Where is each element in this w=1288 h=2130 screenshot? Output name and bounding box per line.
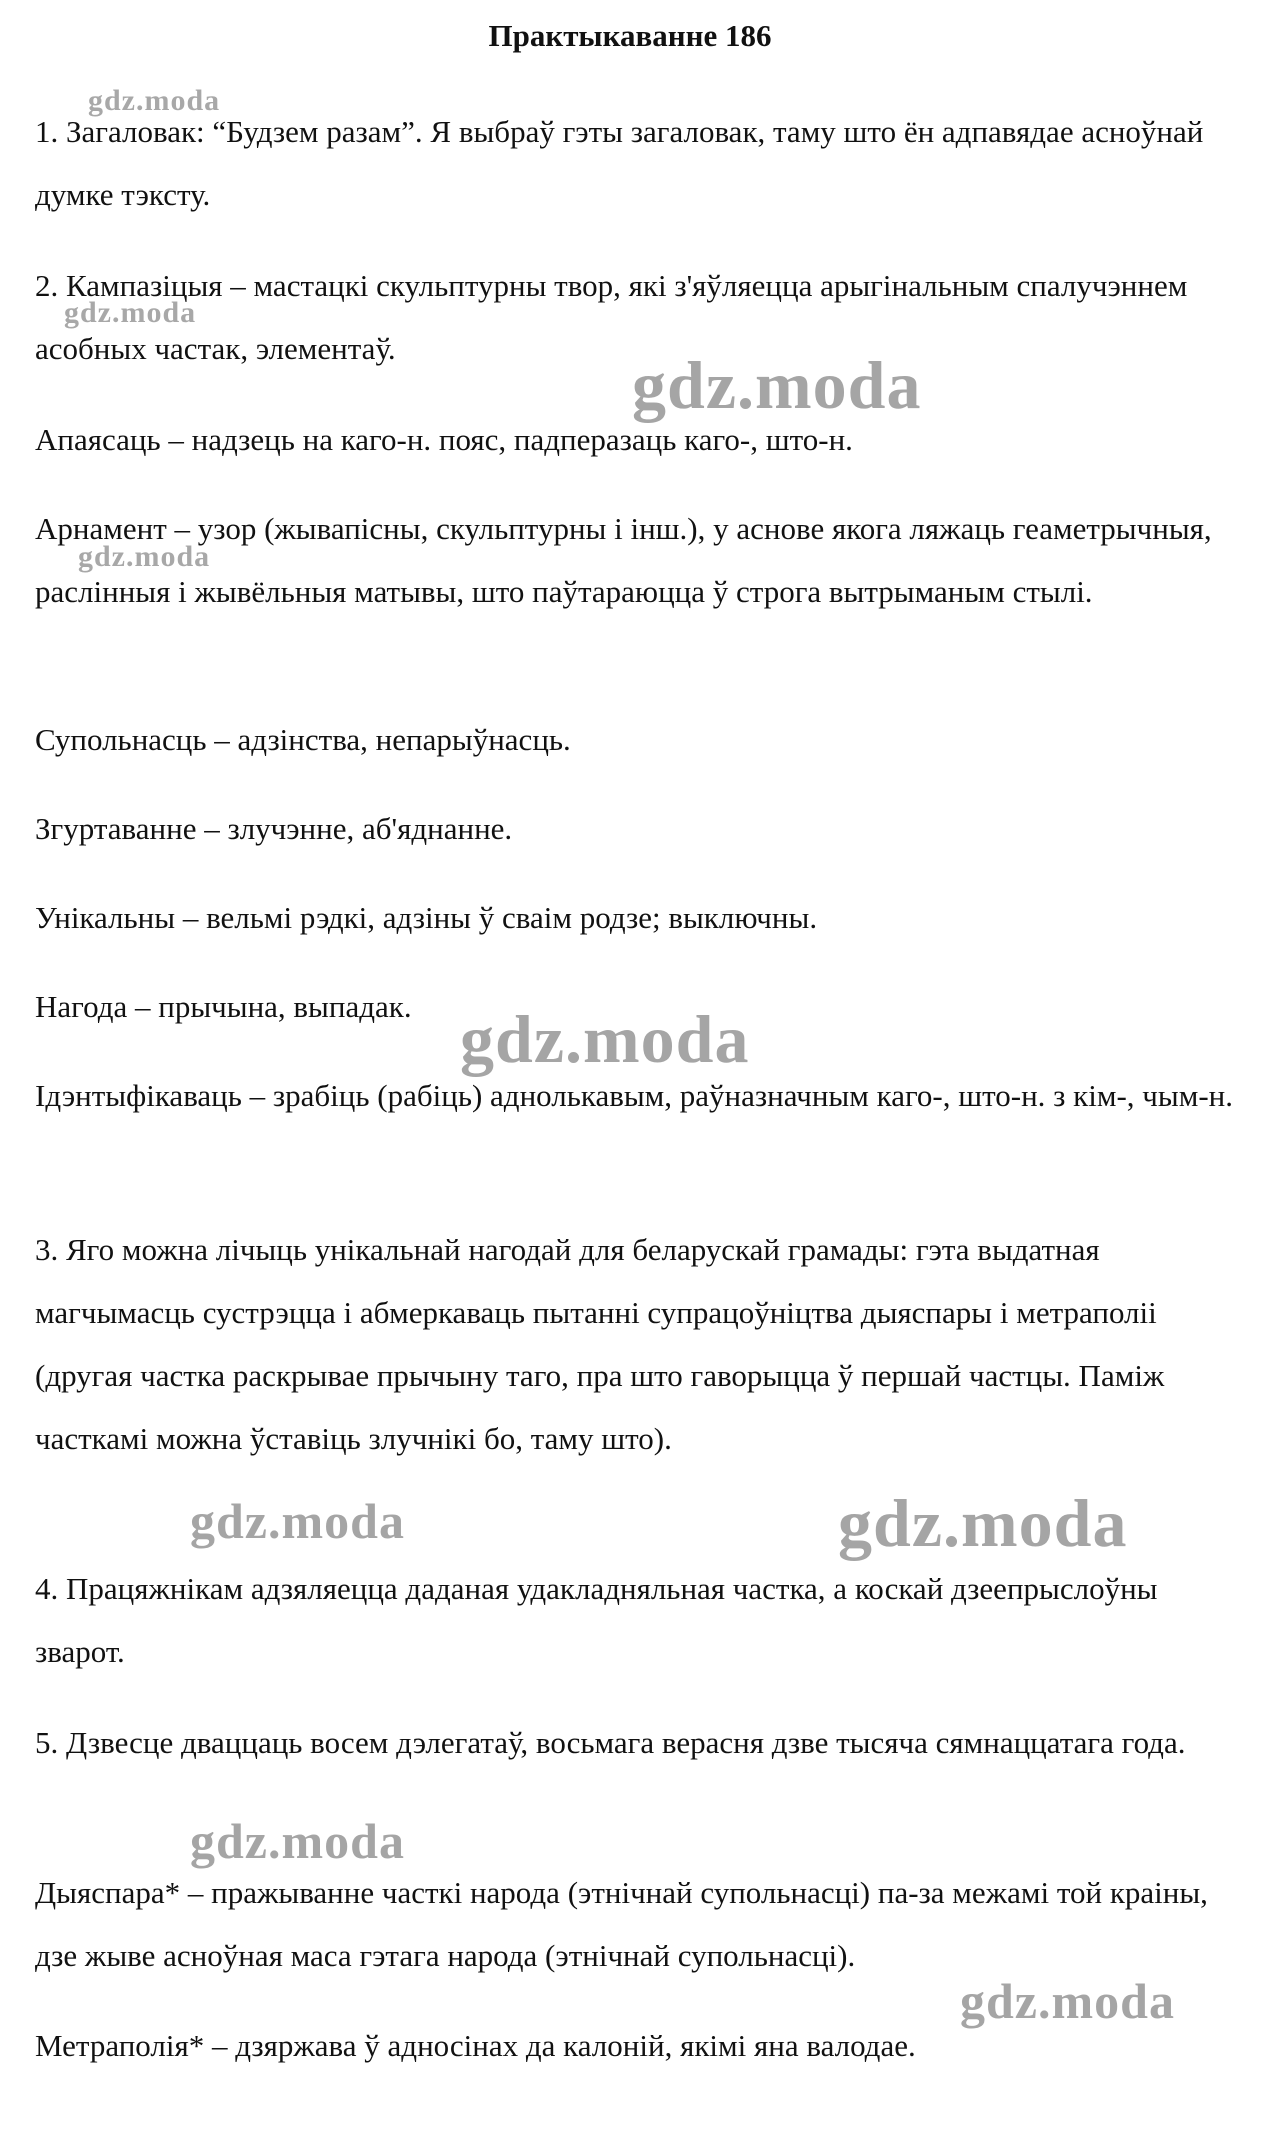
paragraph-1: 1. Загаловак: “Будзем разам”. Я выбраў гэты загаловак, таму што ён адпавядае асноўнай думке тэксту.	[35, 114, 1204, 212]
paragraph-4: Арнамент – узор (жывапісны, скульптурны і інш.), у аснове якога ляжаць геаметрычныя, раслінныя і жывёльныя матывы, што паўтараюцца ў строга вытрыманым стылі.	[35, 511, 1212, 609]
watermark: gdz.moda	[190, 1493, 405, 1549]
paragraph-12: 5. Дзвесце дваццаць восем дэлегатаў, восьмага верасня дзве тысяча сямнаццатага года.	[35, 1725, 1186, 1760]
paragraph-7: Унікальны – вельмі рэдкі, адзіны ў сваім родзе; выключны.	[35, 900, 818, 935]
watermark: gdz.moda	[838, 1485, 1128, 1561]
paragraph-10: 3. Яго можна лічыць унікальнай нагодай для беларускай грамады: гэта выдатная магчымасць сустрэцца і абмеркаваць пытанні супрацоўніцтва дыяспары і метраполіі (другая частка раскрывае прычыну таго, пра што гаворыцца ў першай частцы. Паміж часткамі можна ўставіць злучнікі бо, таму што).	[35, 1232, 1165, 1456]
watermark: gdz.moda	[632, 347, 922, 423]
watermark: gdz.moda	[190, 1813, 405, 1869]
paragraph-5: Супольнасць – адзінства, непарыўнасць.	[35, 722, 571, 757]
watermark: gdz.moda	[88, 84, 221, 117]
paragraph-14: Метраполія* – дзяржава ў адносінах да калоній, якімі яна валодае.	[35, 2028, 916, 2063]
paragraph-2: 2. Кампазіцыя – мастацкі скульптурны твор, які з'яўляецца арыгінальным спалучэннем асобных частак, элементаў.	[35, 268, 1188, 366]
watermark: gdz.moda	[64, 296, 197, 329]
paragraph-3: Апаясаць – надзець на каго-н. пояс, падперазаць каго-, што-н.	[35, 422, 853, 457]
page-title: Практыкаванне 186	[488, 18, 772, 53]
watermark: gdz.moda	[960, 1973, 1175, 2029]
watermark: gdz.moda	[78, 540, 211, 573]
paragraph-11: 4. Працяжнікам адзяляецца даданая удакладняльная частка, а коскай дзеепрыслоўны зварот.	[35, 1571, 1158, 1669]
paragraph-8: Нагода – прычына, выпадак.	[35, 989, 412, 1024]
watermark: gdz.moda	[460, 1001, 750, 1077]
paragraph-6: Згуртаванне – злучэнне, аб'яднанне.	[35, 811, 513, 846]
paragraph-13: Дыяспара* – пражыванне часткі народа (этнічнай супольнасці) па-за межамі той краіны, дзе жыве асноўная маса гэтага народа (этнічнай супольнасці).	[35, 1875, 1208, 1973]
paragraph-9: Ідэнтыфікаваць – зрабіць (рабіць) аднолькавым, раўназначным каго-, што-н. з кім-, чым-н.	[35, 1078, 1233, 1113]
